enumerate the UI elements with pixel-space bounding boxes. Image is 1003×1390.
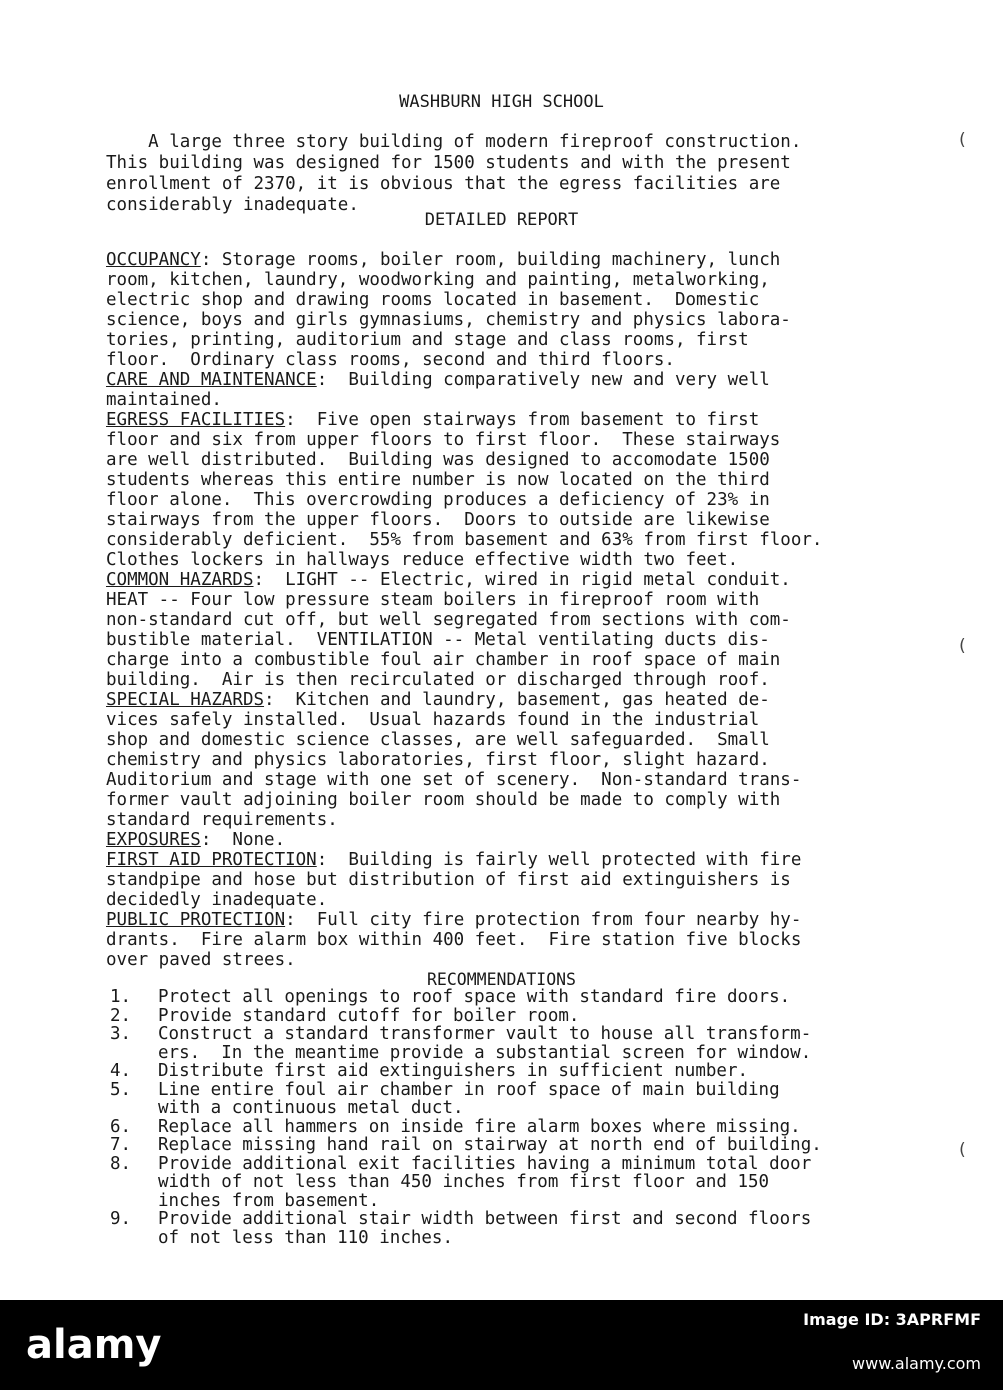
- recommendation-text: Replace missing hand rail on stairway at north end of building.: [158, 1135, 822, 1155]
- section-text-occupancy: : Storage rooms, boiler room, building machinery, lunch room, kitchen, laundry, woodworking and painting, metalworking, electric shop and drawing rooms located in basement. Domestic science, boys and girls gymnasiums, chemistry and physics labora- tories, printing, auditorium and stage and class rooms, first floor. Ordinary class rooms, second and third floors.: [106, 250, 791, 370]
- recommendation-number: 6.: [110, 1116, 132, 1137]
- intro-paragraph: A large three story building of modern fireproof construction. This building was designed for 1500 students and with the present enrollment of 2370, it is obvious that the egress facilities are considerably inadequate.: [106, 132, 802, 215]
- recommendation-number: 5.: [110, 1079, 132, 1100]
- recommendation-number: 3.: [110, 1024, 132, 1044]
- recommendations-heading: RECOMMENDATIONS: [426, 970, 576, 989]
- margin-mark: (: [957, 130, 968, 150]
- section-text-care: : Building comparatively new and very well maintained.: [106, 370, 770, 410]
- recommendation-number: 9.: [110, 1209, 132, 1229]
- section-heading-exposures: EXPOSURES: [106, 830, 201, 850]
- section-text-public-protection: : Full city fire protection from four nearby hy- drants. Fire alarm box within 400 feet. Fire station five blocks over paved strees.: [106, 910, 802, 970]
- recommendation-text: Replace all hammers on inside fire alarm boxes where missing.: [158, 1116, 801, 1137]
- margin-mark: (: [957, 1140, 968, 1160]
- section-heading-public-protection: PUBLIC PROTECTION: [106, 910, 286, 930]
- report-heading: DETAILED REPORT: [424, 210, 579, 230]
- recommendation-number: 2.: [110, 1005, 132, 1026]
- stock-banner: [0, 1300, 1003, 1390]
- recommendation-item: [110, 1136, 930, 1155]
- banner-url: www.alamy.com: [852, 1354, 981, 1373]
- recommendation-number: 4.: [110, 1061, 132, 1081]
- section-heading-egress: EGRESS FACILITIES: [106, 410, 286, 430]
- recommendation-item: [110, 988, 930, 1007]
- recommendation-item: [110, 1155, 930, 1211]
- page-title: WASHBURN HIGH SCHOOL: [399, 92, 604, 112]
- section-text-common-hazards: : LIGHT -- Electric, wired in rigid metal conduit. HEAT -- Four low pressure steam boilers in fireproof room with non-standard cut off, but well segregated from sections with com- bustible material. VENTILATION -- Metal ventilating ducts dis- charge into a combustible foul air chamber in roof space of main building. Air is then recirculated or discharged through roof.: [106, 570, 791, 690]
- recommendation-number: 1.: [110, 987, 132, 1007]
- detailed-report: [106, 250, 926, 970]
- recommendation-item: [110, 1118, 930, 1137]
- recommendation-text: Line entire foul air chamber in roof space of main building with a continuous metal duct.: [158, 1079, 780, 1118]
- section-heading-occupancy: OCCUPANCY: [106, 250, 201, 270]
- margin-mark: (: [957, 636, 968, 656]
- recommendation-number: 7.: [110, 1135, 132, 1155]
- recommendation-text: Provide additional stair width between first and second floors of not less than 110 inches.: [158, 1209, 812, 1248]
- recommendation-number: 8.: [110, 1153, 132, 1174]
- recommendation-text: Provide additional exit facilities having a minimum total door width of not less than 450 inches from first floor and 150 inches from basement.: [158, 1153, 812, 1211]
- section-heading-common-hazards: COMMON HAZARDS: [106, 570, 254, 590]
- recommendation-item: [110, 1062, 930, 1081]
- recommendation-text: Construct a standard transformer vault to house all transform- ers. In the meantime provide a substantial screen for window.: [158, 1024, 812, 1063]
- recommendation-item: [110, 1081, 930, 1118]
- section-heading-care: CARE AND MAINTENANCE: [106, 370, 317, 390]
- section-text-special-hazards: : Kitchen and laundry, basement, gas heated de- vices safely installed. Usual hazards found in the industrial shop and domestic science classes, are well safeguarded. Small chemistry and physics laboratories, first floor, slight hazard. Auditorium and stage with one set of scenery. Non-standard trans- former vault adjoining boiler room should be made to comply with standard requirements.: [106, 690, 802, 830]
- recommendation-text: Provide standard cutoff for boiler room.: [158, 1005, 580, 1026]
- recommendation-item: [110, 1025, 930, 1062]
- recommendation-item: [110, 1210, 930, 1247]
- section-heading-first-aid: FIRST AID PROTECTION: [106, 850, 317, 870]
- section-text-first-aid: : Building is fairly well protected with fire standpipe and hose but distribution of first aid extinguishers is decidedly inadequate.: [106, 850, 802, 910]
- image-id: Image ID: 3APRFMF: [803, 1310, 981, 1329]
- recommendation-text: Distribute first aid extinguishers in sufficient number.: [158, 1061, 749, 1081]
- recommendation-text: Protect all openings to roof space with standard fire doors.: [158, 987, 791, 1007]
- section-text-egress: : Five open stairways from basement to first floor and six from upper floors to first floor. These stairways are well distributed. Building was designed to accomodate 1500 students whereas this entire number is now located on the third floor alone. This overcrowding produces a deficiency of 23% in stairways from the upper floors. Doors to outside are likewise considerably deficient. 55% from basement and 63% from first floor. Clothes lockers in hallways reduce effective width two feet.: [106, 410, 823, 570]
- alamy-logo: alamy: [26, 1322, 162, 1368]
- recommendations-list: [110, 988, 930, 1247]
- section-text-exposures: : None.: [200, 830, 286, 850]
- section-heading-special-hazards: SPECIAL HAZARDS: [106, 690, 265, 710]
- recommendation-item: [110, 1007, 930, 1026]
